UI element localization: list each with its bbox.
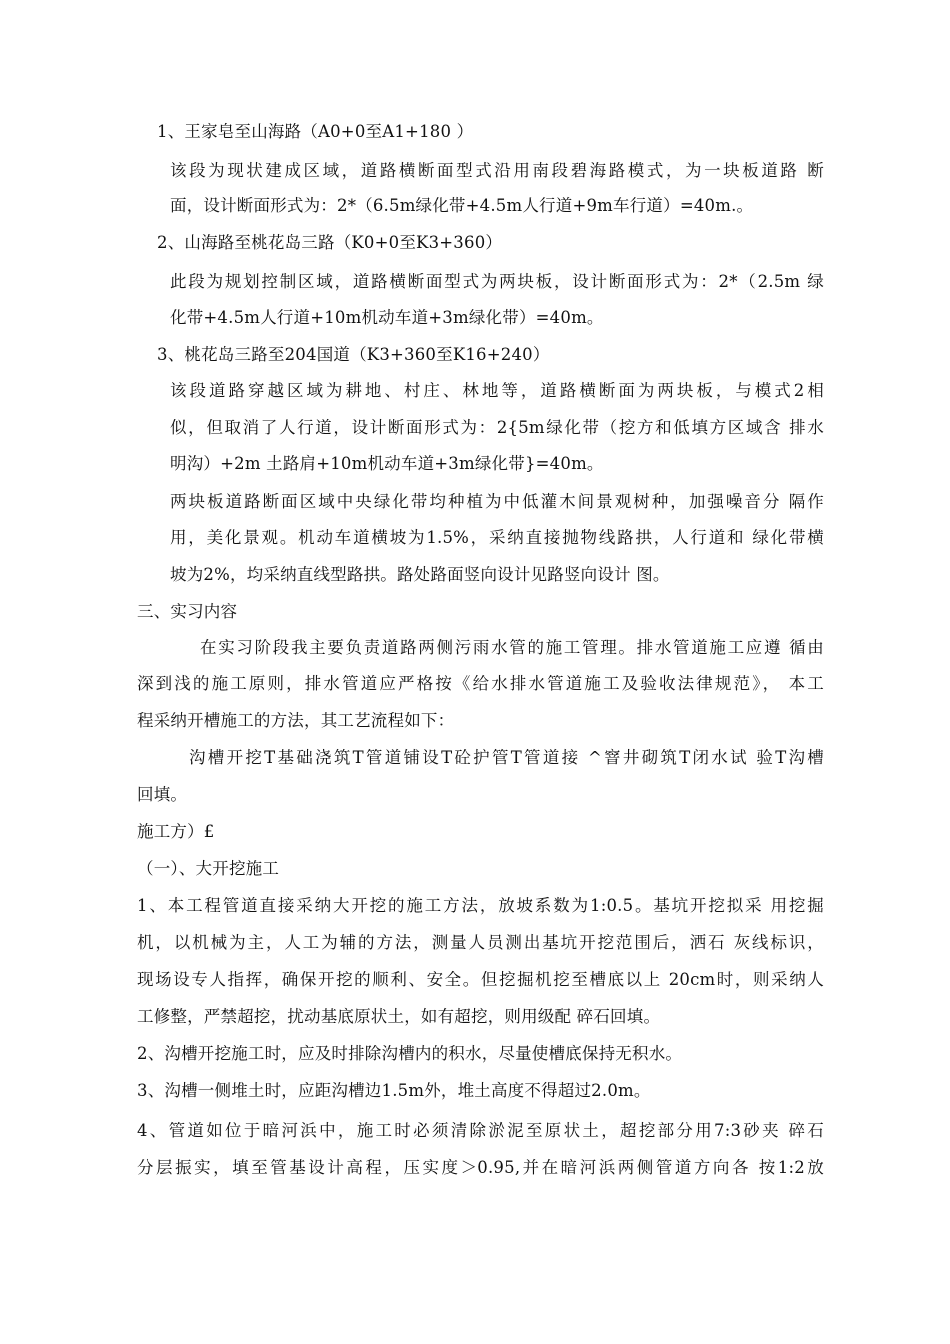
paragraph-line: 现场设专人指挥，确保开挖的顺利、安全。但挖掘机挖至槽底以上 20cm时，则采纳人 — [137, 970, 824, 989]
subsection-heading: （一）、大开挖施工 — [137, 859, 280, 878]
paragraph-line: 面，设计断面形式为：2*（6.5m绿化带+4.5m人行道+9m车行道）=40m.。 — [170, 196, 754, 215]
paragraph-line: 深到浅的施工原则，排水管道应严格按《给水排水管道施工及验收法律规范》， 本工 — [137, 674, 824, 693]
paragraph-line: 1、本工程管道直接采纳大开挖的施工方法，放坡系数为1:0.5。基坑开挖拟采 用挖掘 — [137, 896, 824, 915]
paragraph-line: 用，美化景观。机动车道横坡为1.5%，采纳直接抛物线路拱，人行道和 绿化带横 — [170, 528, 824, 547]
section-heading-2: 2、山海路至桃花岛三路（K0+0至K3+360） — [157, 233, 503, 252]
section-heading-3: 3、桃花岛三路至204国道（K3+360至K16+240） — [157, 345, 550, 364]
paragraph-line: 2、沟槽开挖施工时，应及时排除沟槽内的积水，尽量使槽底保持无积水。 — [137, 1044, 683, 1063]
paragraph-line: 4、管道如位于暗河浜中，施工时必须清除淤泥至原状土，超挖部分用7:3砂夹 碎石 — [137, 1121, 824, 1140]
section-heading-1: 1、王家皂至山海路（A0+0至A1+180 ） — [157, 122, 474, 141]
chapter-heading: 三、实习内容 — [137, 602, 238, 621]
paragraph-line: 程采纳开槽施工的方法，其工艺流程如下： — [137, 711, 455, 730]
paragraph-line: 在实习阶段我主要负责道路两侧污雨水管的施工管理。排水管道施工应遵 循由 — [200, 638, 824, 657]
paragraph-line: 两块板道路断面区域中央绿化带均种植为中低灌木间景观树种，加强噪音分 隔作 — [170, 492, 824, 511]
paragraph-line: 机，以机械为主，人工为辅的方法，测量人员测出基坑开挖范围后，洒石 灰线标识， — [137, 933, 824, 952]
process-flow-line: 沟槽开挖T基础浇筑T管道铺设T砼护管T管道接 ^窨井砌筑T闭水试 验T沟槽 — [189, 748, 824, 767]
paragraph-line: 明沟）+2m 土路肩+10m机动车道+3m绿化带}=40m。 — [170, 454, 604, 473]
paragraph-line: 工修整，严禁超挖，扰动基底原状土，如有超挖，则用级配 碎石回填。 — [137, 1007, 661, 1026]
paragraph-line: 化带+4.5m人行道+10m机动车道+3m绿化带）=40m。 — [170, 308, 604, 327]
paragraph-line: 此段为规划控制区域，道路横断面型式为两块板，设计断面形式为：2*（2.5m 绿 — [170, 272, 824, 291]
paragraph-line: 该段道路穿越区域为耕地、村庄、林地等，道路横断面为两块板，与模式2相 — [170, 381, 824, 400]
paragraph-line: 坡为2%，均采纳直线型路拱。路处路面竖向设计见路竖向设计 图。 — [170, 565, 670, 584]
paragraph-line: 3、沟槽一侧堆土时，应距沟槽边1.5m外，堆土高度不得超过2.0m。 — [137, 1081, 651, 1100]
paragraph-line: 施工方）£ — [137, 822, 215, 841]
paragraph-line: 分层振实，填至管基设计高程，压实度＞0.95,并在暗河浜两侧管道方向各 按1:2放 — [137, 1158, 824, 1177]
paragraph-line: 似，但取消了人行道，设计断面形式为：2{5m绿化带（挖方和低填方区域含 排水 — [170, 418, 824, 437]
paragraph-line: 该段为现状建成区域，道路横断面型式沿用南段碧海路模式，为一块板道路 断 — [170, 161, 824, 180]
process-flow-line: 回填。 — [137, 785, 188, 804]
